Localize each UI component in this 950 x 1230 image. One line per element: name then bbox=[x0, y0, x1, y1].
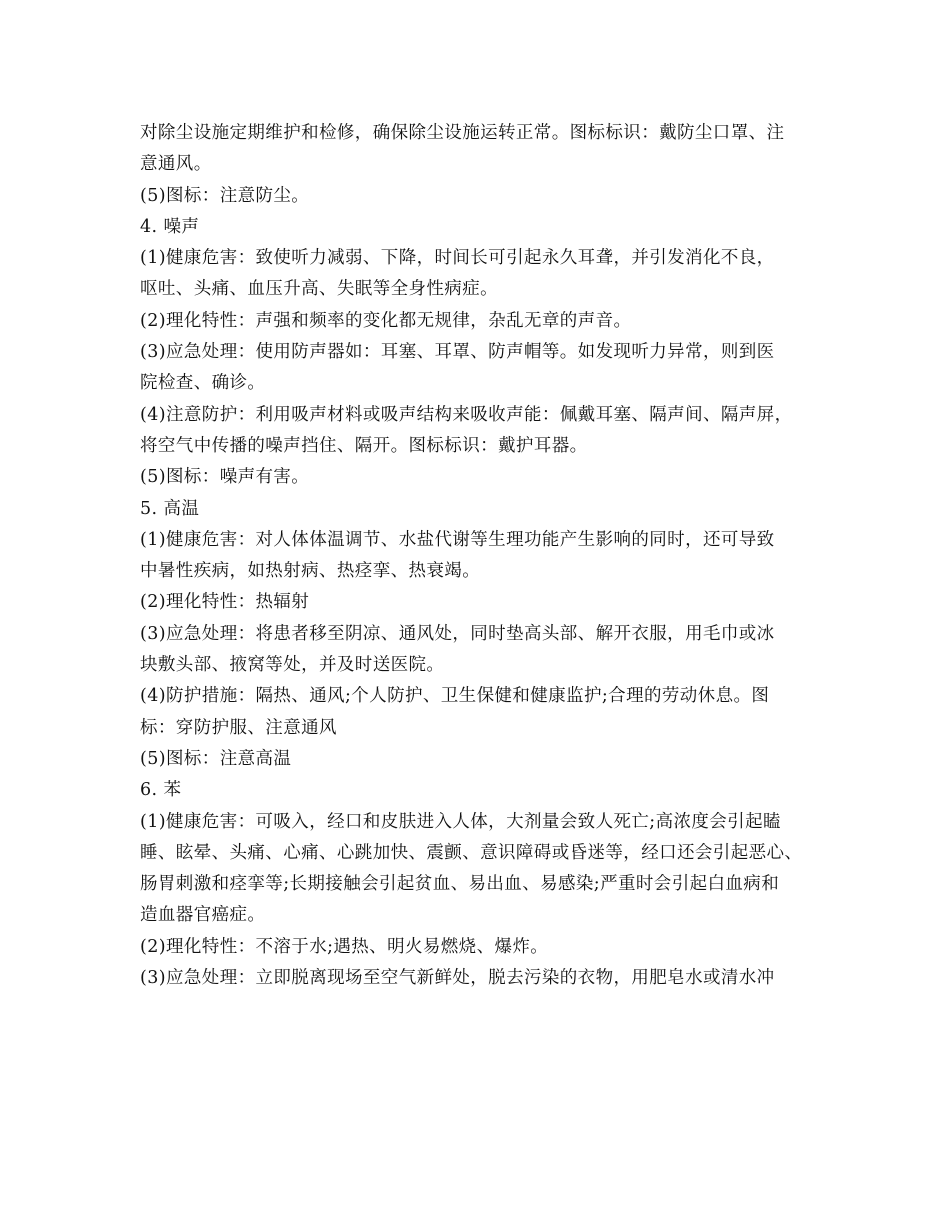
section-heading: 4. 噪声 bbox=[140, 216, 200, 237]
text-line: 中暑性疾病，如热射病、热痉挛、热衰竭。 bbox=[140, 561, 481, 582]
section-heading: 5. 高温 bbox=[140, 498, 200, 519]
text-line: (4)防护措施：隔热、通风;个人防护、卫生保健和健康监护;合理的劳动休息。图 bbox=[140, 686, 770, 707]
text-line: 造血器官癌症。 bbox=[140, 905, 266, 926]
text-line: (2)理化特性：热辐射 bbox=[140, 592, 310, 613]
text-line: (4)注意防护：利用吸声材料或吸声结构来吸收声能：佩戴耳塞、隔声间、隔声屏， bbox=[140, 404, 793, 425]
text-line: (1)健康危害：对人体体温调节、水盐代谢等生理功能产生影响的同时，还可导致 bbox=[140, 529, 775, 550]
text-line: (3)应急处理：立即脱离现场至空气新鲜处，脱去污染的衣物，用肥皂水或清水冲 bbox=[140, 968, 775, 989]
text-line: 对除尘设施定期维护和检修，确保除尘设施运转正常。图标标识：戴防尘口罩、注 bbox=[140, 123, 785, 143]
text-line: (1)健康危害：致使听力减弱、下降，时间长可引起永久耳聋，并引发消化不良， bbox=[140, 248, 775, 269]
section-heading: 6. 苯 bbox=[140, 780, 182, 801]
text-line: 意通风。 bbox=[140, 154, 212, 175]
text-line: 将空气中传播的噪声挡住、隔开。图标标识：戴护耳器。 bbox=[140, 435, 588, 456]
text-line: (1)健康危害：可吸入，经口和皮肤进入人体，大剂量会致人死亡;高浓度会引起瞌 bbox=[140, 811, 781, 832]
text-line: (2)理化特性：不溶于水;遇热、明火易燃烧、爆炸。 bbox=[140, 936, 549, 957]
text-line: 肠胃刺激和痉挛等;长期接触会引起贫血、易出血、易感染;严重时会引起白血病和 bbox=[140, 874, 780, 895]
text-line: 院检查、确诊。 bbox=[140, 373, 266, 394]
text-line: 块敷头部、掖窝等处，并及时送医院。 bbox=[140, 655, 445, 676]
text-line: 睡、眩晕、头痛、心痛、心跳加快、震颤、意识障碍或昏迷等，经口还会引起恶心、 bbox=[140, 842, 803, 863]
text-line: 标：穿防护服、注意通风 bbox=[140, 717, 337, 738]
text-line: 呕吐、头痛、血压升高、失眠等全身性病症。 bbox=[140, 279, 498, 300]
text-line: (5)图标：注意高温 bbox=[140, 748, 292, 769]
text-line: (3)应急处理：将患者移至阴凉、通风处，同时垫高头部、解开衣服，用毛巾或冰 bbox=[140, 623, 775, 644]
text-line: (2)理化特性：声强和频率的变化都无规律，杂乱无章的声音。 bbox=[140, 310, 632, 331]
text-line: (5)图标：注意防尘。 bbox=[140, 185, 310, 206]
text-line: (3)应急处理：使用防声器如：耳塞、耳罩、防声帽等。如发现听力异常，则到医 bbox=[140, 342, 775, 363]
document-page bbox=[140, 118, 820, 994]
text-line: (5)图标：噪声有害。 bbox=[140, 467, 310, 488]
